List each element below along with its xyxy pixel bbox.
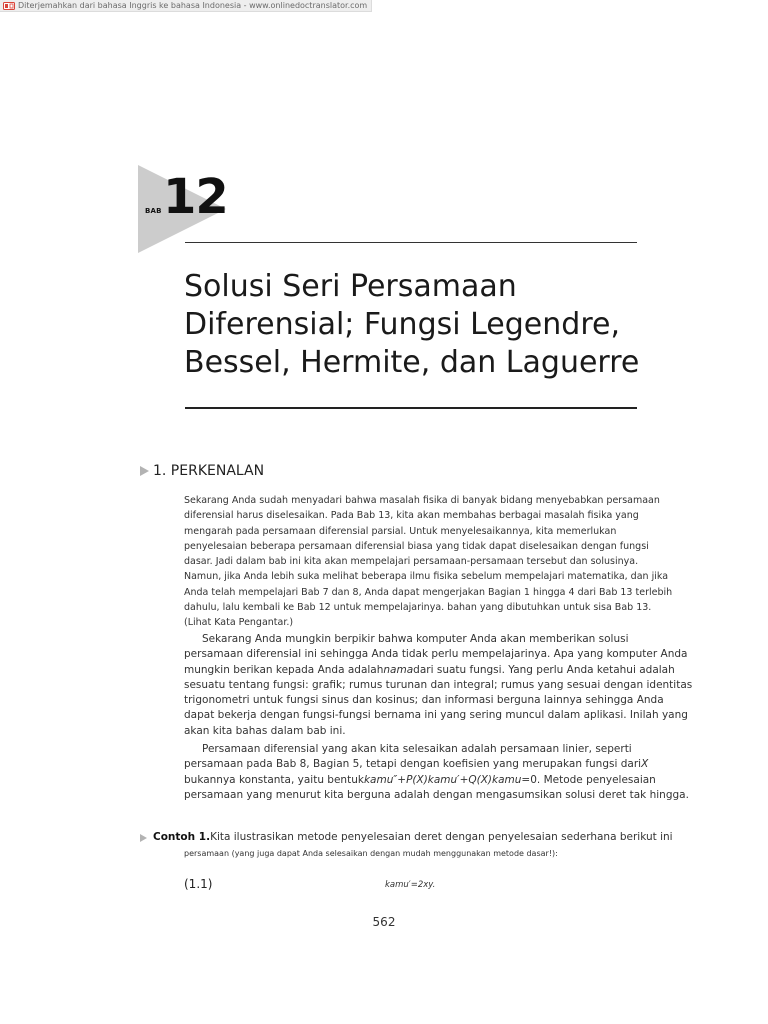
text-line: akan kita bahas dalam bab ini. xyxy=(184,724,346,737)
text-line: Namun, jika Anda lebih suka melihat beberapa ilmu fisika sebelum mempelajari matematika, dan jika xyxy=(184,571,669,583)
chapter-title-line: Diferensial; Fungsi Legendre, xyxy=(184,307,620,342)
italic-term: nama xyxy=(383,663,414,676)
example-arrow-icon xyxy=(140,834,147,842)
equation: kamu′=2xy. xyxy=(385,880,436,890)
chapter-title-line: Bessel, Hermite, dan Laguerre xyxy=(184,345,640,380)
intro-paragraph-2 xyxy=(184,632,693,739)
italic-variable: X xyxy=(641,758,649,771)
text-line xyxy=(184,663,675,678)
translator-logo-icon xyxy=(3,2,15,10)
translator-attribution-link[interactable]: Diterjemahkan dari bahasa Inggris ke bahasa Indonesia - www.onlinedoctranslator.com xyxy=(18,1,368,10)
text-line: Anda telah mempelajari Bab 7 dan 8, Anda dapat mengerjakan Bagian 1 hingga 4 dari Bab 13 terlebih xyxy=(184,586,673,598)
text-line: dahulu, lalu kembali ke Bab 12 untuk mempelajarinya. bahan yang dibutuhkan untuk sisa Bab 13. xyxy=(184,602,652,614)
text-run: mungkin berikan kepada Anda adalah xyxy=(184,663,384,676)
text-line: Persamaan diferensial yang akan kita selesaikan adalah persamaan linier, seperti xyxy=(202,743,632,755)
chapter-label: BAB xyxy=(145,207,162,215)
text-line xyxy=(184,757,649,772)
chapter-title xyxy=(184,268,644,382)
translator-bar xyxy=(0,0,372,12)
text-line: persamaan yang menurut kita berguna adalah dengan mengasumsikan solusi deret tak hingga. xyxy=(184,788,689,801)
text-line xyxy=(184,773,656,788)
equation-number: (1.1) xyxy=(184,877,213,891)
text-run: bukannya konstanta, yaitu bentuk xyxy=(184,773,364,786)
section-heading: 1. PERKENALAN xyxy=(153,463,265,479)
page-number: 562 xyxy=(372,915,396,929)
text-line: Sekarang Anda sudah menyadari bahwa masalah fisika di banyak bidang menyebabkan persamaan xyxy=(184,495,660,506)
text-line: dapat bekerja dengan fungsi-fungsi bernama ini yang sering muncul dalam aplikasi. Inilah yang xyxy=(184,709,688,722)
italic-formula: kamu″+P(X)kamu′+Q(X)kamu xyxy=(363,773,522,786)
text-line: Sekarang Anda mungkin berpikir bahwa komputer Anda akan memberikan solusi xyxy=(202,633,629,645)
section-arrow-icon xyxy=(140,466,149,476)
text-line: mengarah pada persamaan diferensial parsial. Untuk menyelesaikannya, kita memerlukan xyxy=(184,525,617,537)
intro-paragraph-1 xyxy=(184,493,673,631)
chapter-title-line: Solusi Seri Persamaan xyxy=(184,269,517,304)
example-intro xyxy=(153,830,673,845)
text-run: =0. Metode penyelesaian xyxy=(521,773,656,786)
text-line: dasar. Jadi dalam bab ini kita akan mempelajari persamaan-persamaan tersebut dan solusinya. xyxy=(184,556,639,568)
text-line: persamaan diferensial ini sehingga Anda tidak perlu mempelajarinya. Apa yang komputer Anda xyxy=(184,648,688,661)
text-run: persamaan pada Bab 8, Bagian 5, tetapi dengan koefisien yang merupakan fungsi dari xyxy=(184,758,642,771)
text-line: trigonometri untuk fungsi sinus dan kosinus; dan informasi berguna lainnya sehingga Anda xyxy=(184,694,664,707)
text-line: (Lihat Kata Pengantar.) xyxy=(184,617,294,629)
example-text: Kita ilustrasikan metode penyelesaian deret dengan penyelesaian sederhana berikut ini xyxy=(210,831,673,843)
intro-paragraph-3 xyxy=(184,742,689,803)
bottom-rule xyxy=(185,407,637,409)
text-run: dari suatu fungsi. Yang perlu Anda ketahui adalah xyxy=(413,663,675,676)
text-line: sesuatu tentang fungsi: grafik; rumus turunan dan integral; rumus yang sesuai dengan identitas xyxy=(184,678,693,691)
example-label: Contoh 1. xyxy=(153,831,211,843)
text-line: diferensial harus diselesaikan. Pada Bab 13, kita akan membahas berbagai masalah fisika yang xyxy=(184,510,639,522)
top-rule xyxy=(185,242,637,243)
text-line: penyelesaian beberapa persamaan diferensial biasa yang tidak dapat diselesaikan dengan fungsi xyxy=(184,540,649,552)
chapter-number: 12 xyxy=(163,169,228,225)
example-continuation: persamaan (yang juga dapat Anda selesaikan dengan mudah menggunakan metode dasar!): xyxy=(184,849,558,858)
